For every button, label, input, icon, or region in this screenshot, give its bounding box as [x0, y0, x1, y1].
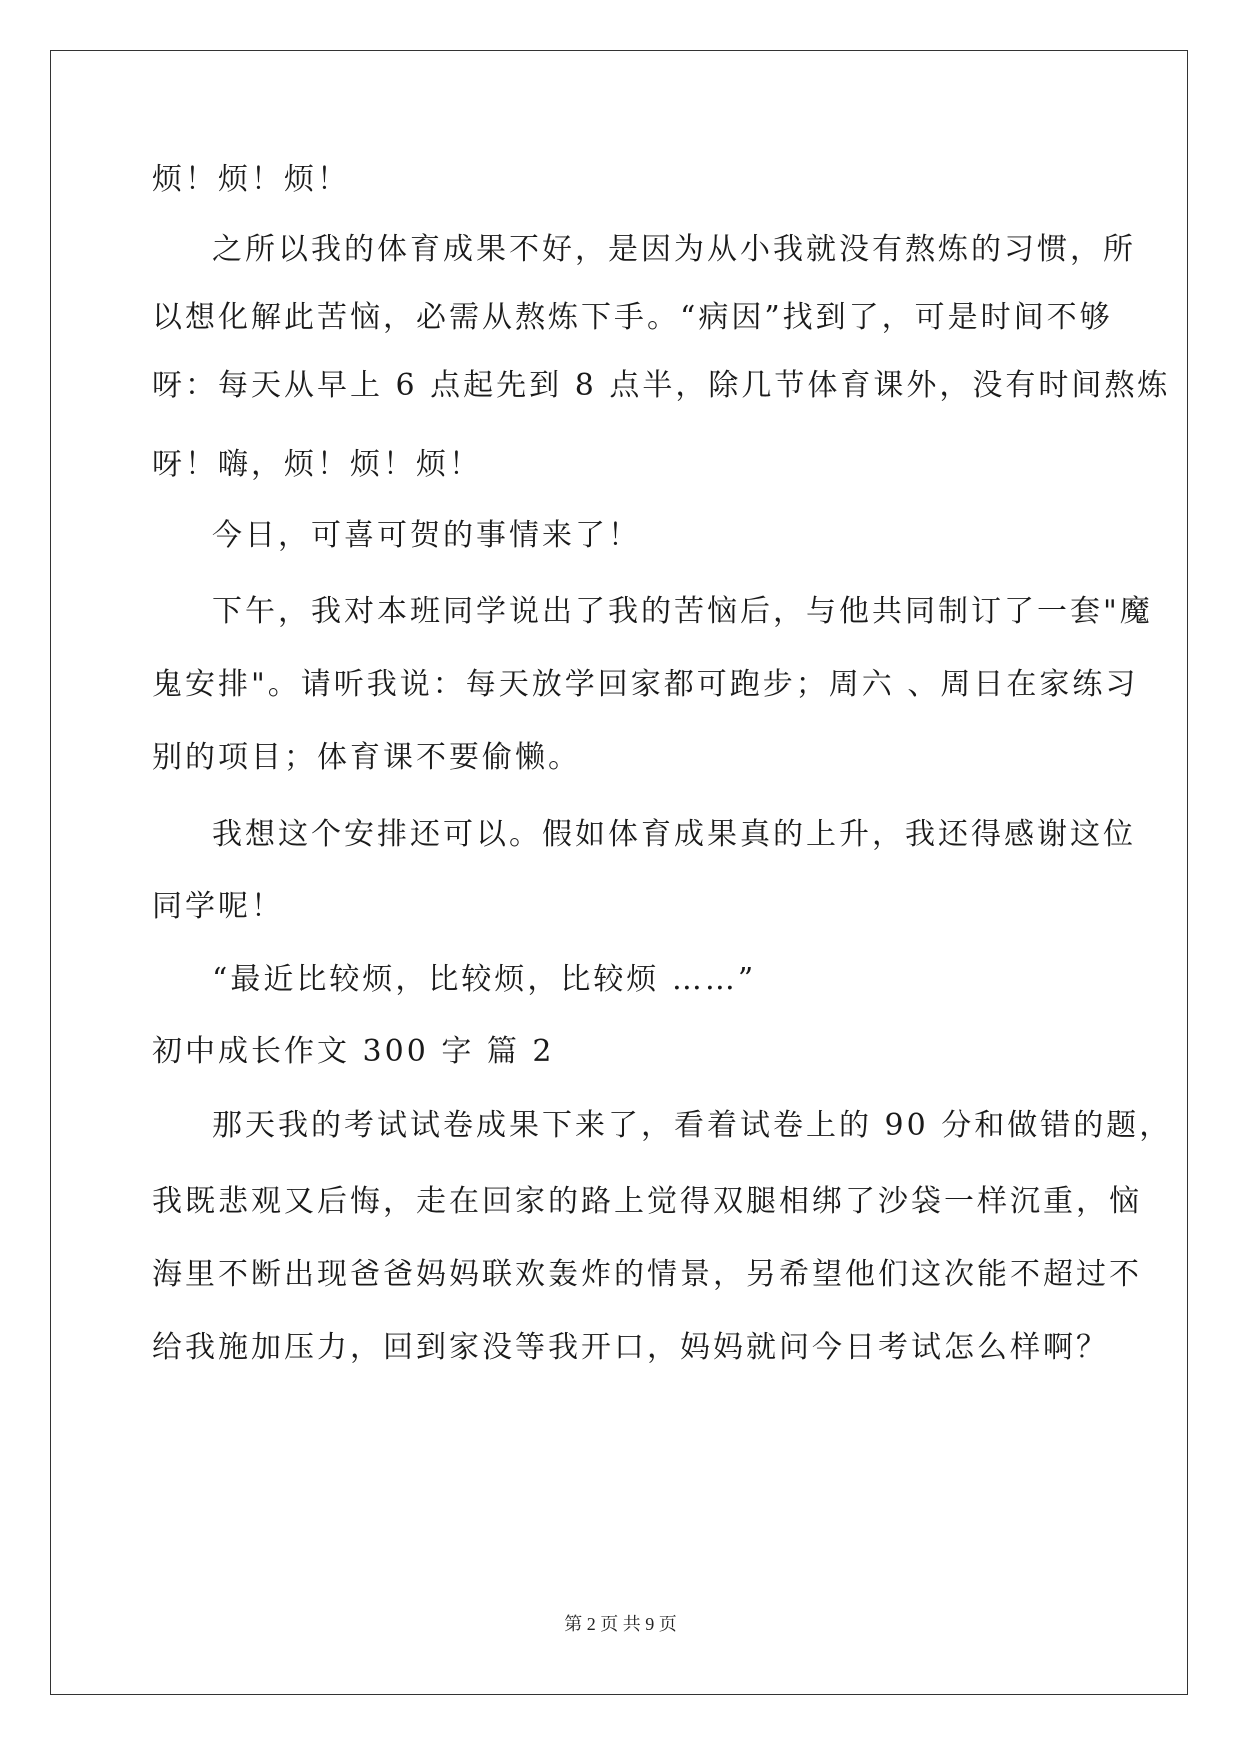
- text-line: 鬼安排"。请听我说：每天放学回家都可跑步；周六 、周日在家练习: [152, 667, 1139, 702]
- section-heading: 初中成长作文 300 字 篇 2: [152, 1034, 555, 1069]
- text-line: 给我施加压力，回到家没等我开口，妈妈就问今日考试怎么样啊？: [152, 1330, 1109, 1365]
- paragraph-line: 下午，我对本班同学说出了我的苦恼后，与他共同制订了一套"魔: [212, 594, 1153, 629]
- quote-line: “最近比较烦，比较烦，比较烦 ……”: [212, 962, 757, 997]
- paragraph-line: 之所以我的体育成果不好，是因为从小我就没有熬炼的习惯，所: [212, 232, 1136, 267]
- text-line: 以想化解此苦恼，必需从熬炼下手。“病因”找到了，可是时间不够: [152, 300, 1113, 335]
- text-line: 呀！嗨，烦！烦！烦！: [152, 447, 482, 482]
- text-line: 烦！烦！烦！: [152, 162, 350, 197]
- text-line: 我既悲观又后悔，走在回家的路上觉得双腿相绑了沙袋一样沉重，恼: [152, 1184, 1142, 1219]
- text-line: 海里不断出现爸爸妈妈联欢轰炸的情景，另希望他们这次能不超过不: [152, 1257, 1142, 1292]
- paragraph-line: 那天我的考试试卷成果下来了，看着试卷上的 90 分和做错的题，: [212, 1108, 1173, 1143]
- paragraph-line: 今日，可喜可贺的事情来了！: [212, 518, 641, 553]
- page-frame: [50, 50, 1188, 1695]
- text-line: 同学呢！: [152, 889, 284, 924]
- page-number: 第 2 页 共 9 页: [564, 1614, 677, 1634]
- text-line: 呀：每天从早上 6 点起先到 8 点半，除几节体育课外，没有时间熬炼: [152, 368, 1171, 403]
- paragraph-line: 我想这个安排还可以。假如体育成果真的上升，我还得感谢这位: [212, 817, 1136, 852]
- text-line: 别的项目；体育课不要偷懒。: [152, 740, 581, 775]
